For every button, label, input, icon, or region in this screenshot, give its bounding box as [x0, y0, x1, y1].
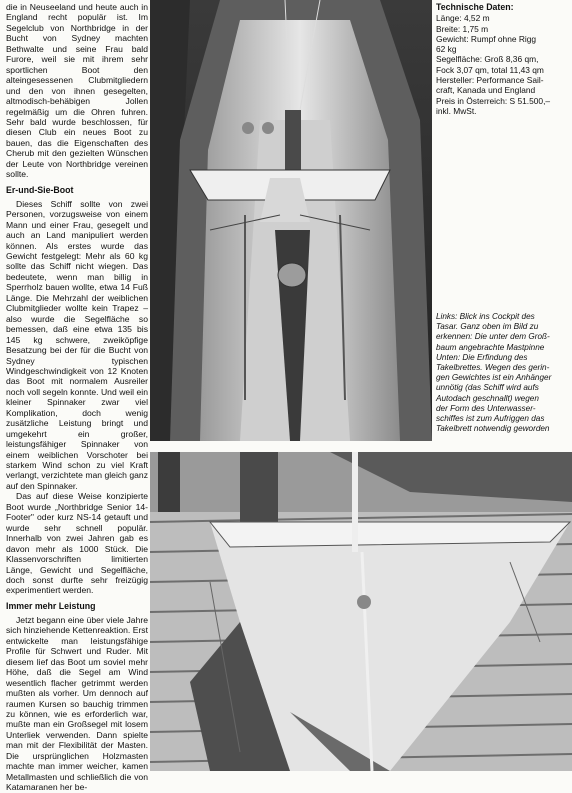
caption-line: Takelbrettes. Wegen des gerin- — [436, 363, 550, 373]
section-1-paragraph: Dieses Schiff sollte von zwei Personen, vorzugsweise von einem Mann und einer Frau, gesegelt und auch an Land manipuliert werden können. Als erstes wurde das Gewicht festgelegt: Mehr als 60 kg sollte das Schiff nicht wiegen. Das bedeutete, wenn man billig in Sperrholz bauen wollte, etwa 14 Fuß Länge. Die Mehrzahl der weiblichen Clubmitglieder wollte kein Trapez – also wurde die Segelfläche so bemessen, daß eine etwa 135 bis 145 kg schwere, zweiköpfige Besatzung bei der für die Bucht von Sydney typischen Windgeschwindigkeit von 12 Knoten das Boot mit normalem Ausreiler noch voll segeln konnte. Und weil ein kleiner Spinnaker zwar viel Komplikation, doch wenig zusätzliche Leistung bringt und umgekehrt ein großer, leistungsfähiger Spinnaker von einem weiblichen Vorschoter bei starkem Wind schon zu viel Kraft verlangt, verzichtete man gleich ganz auf den Spinnaker. — [6, 198, 148, 491]
caption-line: gen Gewichtes ist ein Anhänger — [436, 373, 552, 383]
section-2-paragraph: Jetzt begann eine über viele Jahre sich hinziehende Kettenreaktion. Erst entwickelte man leistungsfähige Profile für Schwert und Ruder. Mit diesem lief das Boot um soviel mehr Höhe, daß die Segel am Wind wesentlich flacher getrimmt werden mußten als vorher. Um dennoch auf raumen Kursen so bauchig trimmen zu können, wie es erforderlich war, mußte man ein Großsegel mit losem Unterliek verwenden. Dann spielte man mit der Flexibilität der Masten. Die ursprünglichen Holzmasten machte man immer weicher, kamen Metallmasten und schließlich die von Katamaranen her be- — [6, 614, 148, 793]
caption-line: Autodach geschnallt) wegen — [436, 393, 539, 403]
caption-line: der Form des Unterwasser- — [436, 403, 536, 413]
section-heading-immer-mehr-leistung: Immer mehr Leistung — [6, 600, 96, 611]
spec-line: inkl. MwSt. — [436, 105, 477, 116]
caption-line: baum angebrachte Mastpinne — [436, 342, 545, 352]
spec-line: Breite: 1,75 m — [436, 23, 489, 34]
caption-line: Takelbrett notwendig geworden — [436, 424, 550, 434]
spec-line: Segelfläche: Groß 8,36 qm, — [436, 54, 539, 65]
spec-line: Gewicht: Rumpf ohne Rigg — [436, 33, 537, 44]
caption-line: Unten: Die Erfindung des — [436, 352, 528, 362]
boat-on-dock-photo — [150, 452, 572, 771]
spec-line: Hersteller: Performance Sail- — [436, 75, 544, 86]
caption-line: schiffes ist zum Aufriggen das — [436, 414, 545, 424]
cockpit-photo — [150, 0, 432, 441]
section-heading-er-und-sie-boot: Er-und-Sie-Boot — [6, 184, 74, 195]
caption-line: erkennen: Die unter dem Groß- — [436, 332, 550, 342]
spec-line: Fock 3,07 qm, total 11,43 qm — [436, 64, 544, 75]
spec-line: Länge: 4,52 m — [436, 13, 490, 24]
spec-line: Preis in Österreich: S 51.500,– — [436, 95, 551, 106]
spec-line: 62 kg — [436, 44, 457, 55]
section-1b-paragraph: Das auf diese Weise konzipierte Boot wurde „Northbridge Senior 14-Footer" oder kurz NS-14 getauft und wurde sehr schnell populär. Innerhalb von zwei Jahren gab es davon mehr als 1000 Stück. Die Klassenvorschriften limitierten Länge, Gewicht und Segelfläche, doch sonst durfte sehr freizügig experimentiert werden. — [6, 491, 148, 596]
photo-caption — [436, 312, 568, 434]
article-left-column — [6, 2, 148, 793]
technical-data-title: Technische Daten: — [436, 2, 514, 12]
technical-data-box — [436, 2, 569, 116]
caption-line: Links: Blick ins Cockpit des — [436, 312, 535, 321]
spec-line: craft, Kanada und England — [436, 85, 536, 96]
caption-line: Tasar. Ganz oben im Bild zu — [436, 322, 539, 332]
caption-line: unnötig (das Schiff wird aufs — [436, 383, 539, 393]
intro-paragraph: die in Neuseeland und heute auch in England recht populär ist. Im Segelclub von Northbridge in der Bucht von Sydney machten Bethwalte und seine Frau bald Furore, weil sie mit ihrem sehr sportlichen Boot den alteingesessenen Clubmitgliedern und den von ihnen gesegelten, altmodisch-behäbigen Jollen regelmäßig um die Ohren fuhren. Sehr bald wurde beschlossen, für diesen Club ein neues Boot zu bauen, das die Eigenschaften des Cherub mit den gezielten Wünschen der Leute von Northbridge vereinen sollte. — [6, 2, 148, 180]
